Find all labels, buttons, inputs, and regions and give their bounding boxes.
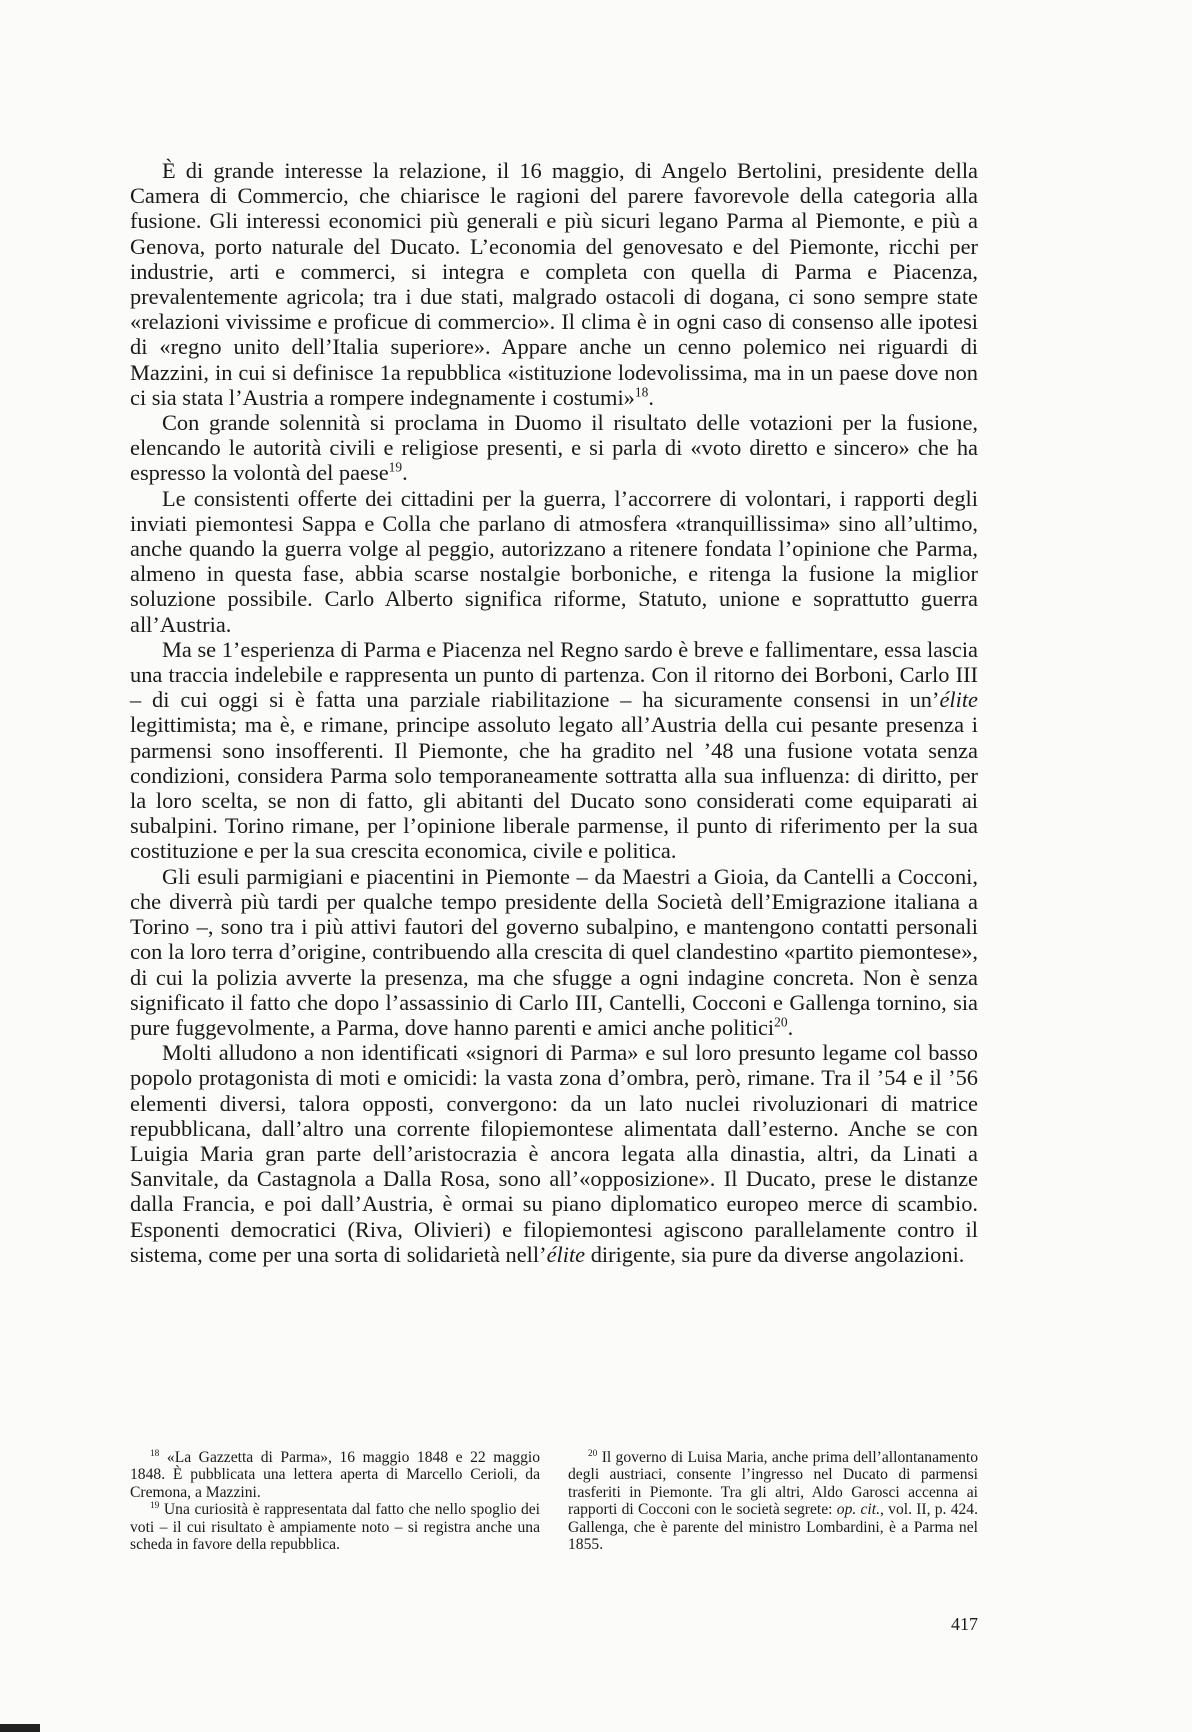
paragraph-6 — [130, 1040, 978, 1267]
footnote-18 — [130, 1449, 540, 1501]
footnote-19 — [130, 1501, 540, 1553]
footnote-number: 19 — [150, 1501, 160, 1512]
main-text — [130, 158, 978, 1267]
footnote-text: «La Gazzetta di Parma», 16 maggio 1848 e 22 maggio 1848. È pubblicata una lettera aperta di Marcello Cerioli, da Cremona, a Mazzini. — [130, 1449, 540, 1501]
footnote-ref-20: 20 — [774, 1014, 788, 1030]
footnote-20 — [568, 1449, 978, 1553]
paragraph-5: Gli esuli parmigiani e piacentini in Piemonte – da Maestri a Gioia, da Cantelli a Cocconi, che diverrà più tardi per qualche tempo presidente della Società dell’Emigrazione italiana a Torino –, sono tra i più attivi fautori del governo subalpino, e mantengono contatti personali con la loro terra d’origine, contribuendo alla crescita di quel clandestino «partito piemontese», di cui la polizia avverte la presenza, ma che sfugge a ogni indagine concreta. Non è senza significato il fatto che dopo l’assassinio di Carlo III, Cantelli, Cocconi e Gallenga tornino, sia pure fuggevolmente, a Parma, dove hanno parenti e amici anche politici$^{20}$. — [130, 863, 978, 1040]
paragraph-3 — [130, 486, 978, 637]
paragraph-text: Gli esuli parmigiani e piacentini in Piemonte – da Maestri a Gioia, da Cantelli a Cocconi, che diverrà più tardi per qualche tempo presidente della Società dell’Emigrazione italiana a Torino –, sono tra i più attivi fautori del governo subalpino, e mantengono contatti personali con la loro terra d’origine, contribuendo alla crescita di quel clandestino «partito piemontese», di cui la polizia avverte la presenza, ma che sfugge a ogni indagine concreta. Non è senza significato il fatto che dopo l’assassinio di Carlo III, Cantelli, Cocconi e Gallenga tornino, sia pure fuggevolmente, a Parma, dove hanno parenti e amici anche politici — [130, 863, 978, 1040]
footnote-number: 20 — [588, 1448, 598, 1459]
page-number: 417 — [951, 1614, 978, 1634]
footnote-text: Una curiosità è rappresentata dal fatto che nello spoglio dei voti – il cui risultato è ampiamente noto – si registra anche una scheda in favore della repubblica. — [130, 1501, 541, 1554]
paragraph-4 — [130, 637, 978, 864]
footnotes-right-column — [568, 1449, 978, 1553]
footnote-text: Il governo di Luisa Maria, anche prima dell’allontanamento degli austriaci, consente l’ingresso nel Ducato di parmensi trasferiti in Piemonte. Tra gli altri, Aldo Garosci accenna ai rapporti di Cocconi con le società segrete: — [568, 1449, 978, 1519]
paragraph-2: Con grande solennità si proclama in Duomo il risultato delle votazioni per la fusione, elencando le autorità civili e religiose presenti, e si parla di «voto diretto e sincero» che ha espresso la volontà del paese$^{19}$. — [130, 410, 978, 486]
paragraph-1: È di grande interesse la relazione, il 16 maggio, di Angelo Bertolini, presidente della Camera di Commercio, che chiarisce le ragioni del parere favorevole della categoria alla fusione. Gli interessi economici più generali e più sicuri legano Parma al Piemonte, e più a Genova, porto naturale del Ducato. L’economia del genovesato e del Piemonte, ricchi per industrie, arti e commerci, si integra e completa con quella di Parma e Piacenza, prevalentemente agricola; tra i due stati, malgrado ostacoli di dogana, ci sono sempre state «relazioni vivissime e proficue di commercio». Il clima è in ogni caso di consenso alle ipotesi di «regno unito dell’Italia superiore». Appare anche un cenno polemico nei riguardi di Mazzini, in cui si definisce 1a repubblica «istituzione lodevolissima, ma in un paese dove non ci sia stata l’Austria a rompere indegnamente i costumi»$^{18}$. — [130, 158, 978, 410]
footnote-text: , vol. II, p. 424. Gallenga, che è parente del ministro Lombardini, è a Parma nel 1855. — [568, 1501, 978, 1554]
italic-word: élite — [546, 1241, 586, 1267]
paragraph-text: Con grande solennità si proclama in Duomo il risultato delle votazioni per la fusione, elencando le autorità civili e religiose presenti, e si parla di «voto diretto e sincero» che ha espresso la volontà del paese — [130, 410, 978, 486]
paragraph-text: È di grande interesse la relazione, il 16 maggio, di Angelo Bertolini, presidente della Camera di Commercio, che chiarisce le ragioni del parere favorevole della categoria alla fusione. Gli interessi economici più generali e più sicuri legano Parma al Piemonte, e più a Genova, porto naturale del Ducato. L’economia del genovesato e del Piemonte, ricchi per industrie, arti e commerci, si integra e completa con quella di Parma e Piacenza, prevalentemente agricola; tra i due stati, malgrado ostacoli di dogana, ci sono sempre state «relazioni vivissime e proficue di commercio». Il clima è in ogni caso di consenso alle ipotesi di «regno unito dell’Italia superiore». Appare anche un cenno polemico nei riguardi di Mazzini, in cui si definisce 1a repubblica «istituzione lodevolissima, ma in un paese dove non ci sia stata l’Austria a rompere indegnamente i costumi» — [130, 158, 978, 410]
footnote-ref-19: 19 — [388, 459, 403, 475]
italic-citation: op. cit. — [836, 1501, 880, 1519]
paragraph-text: dirigente, sia pure da diverse angolazioni. — [585, 1241, 965, 1267]
paragraph-text: Molti alludono a non identificati «signori di Parma» e sul loro presunto legame col basso popolo protagonista di moti e omicidi: la vasta zona d’ombra, però, rimane. Tra il ’54 e il ’56 elementi diversi, talora opposti, convergono: da un lato nuclei rivoluzionari di matrice repubblicana, dall’altro una corrente filopiemontese alimentata dall’esterno. Anche se con Luigia Maria gran parte dell’aristocrazia è ancora legata alla dinastia, altri, da Linati a Sanvitale, da Castagnola a Dalla Rosa, sono all’«opposizione». Il Ducato, prese le distanze dalla Francia, e poi dall’Austria, è ormai su piano diplomatico europeo merce di scambio. Esponenti democratici (Riva, Olivieri) e filopiemontesi agiscono parallelamente contro il sistema, come per una sorta di solidarietà nell’ — [130, 1040, 978, 1267]
footnotes-left-column — [130, 1449, 540, 1553]
paragraph-text: legittimista; ma è, e rimane, principe assoluto legato all’Austria della cui pesante presenza i parmensi sono insofferenti. Il Piemonte, che ha gradito nel ’48 una fusione votata senza condizioni, considera Parma solo temporaneamente sottratta alla sua influenza: di diritto, per la loro scelta, se non di fatto, gli abitanti del Ducato sono considerati come equiparati ai subalpini. Torino rimane, per l’opinione liberale parmense, il punto di riferimento per la sua costituzione e per la sua crescita economica, civile e politica. — [130, 712, 978, 864]
italic-word: élite — [939, 687, 978, 713]
footnote-number: 18 — [150, 1448, 160, 1459]
footnote-ref-18: 18 — [634, 384, 649, 400]
paragraph-text: Ma se 1’esperienza di Parma e Piacenza nel Regno sardo è breve e fallimentare, essa lascia una traccia indelebile e rappresenta un punto di partenza. Con il ritorno dei Borboni, Carlo III – di cui oggi si è fatta una parziale riabilitazione – ha sicuramente consensi in un’ — [130, 636, 978, 713]
paragraph-text: Le consistenti offerte dei cittadini per la guerra, l’accorrere di volontari, i rapporti degli inviati piemontesi Sappa e Colla che parlano di atmosfera «tranquillissima» sino all’ultimo, anche quando la guerra volge al peggio, autorizzano a ritenere fondata l’opinione che Parma, almeno in questa fase, abbia scarse nostalgie borboniche, e ritenga la fusione la miglior soluzione possibile. Carlo Alberto significa riforme, Statuto, unione e soprattutto guerra all’Austria. — [130, 485, 978, 637]
scan-edge-mark — [0, 1724, 40, 1732]
footnotes — [130, 1449, 978, 1553]
